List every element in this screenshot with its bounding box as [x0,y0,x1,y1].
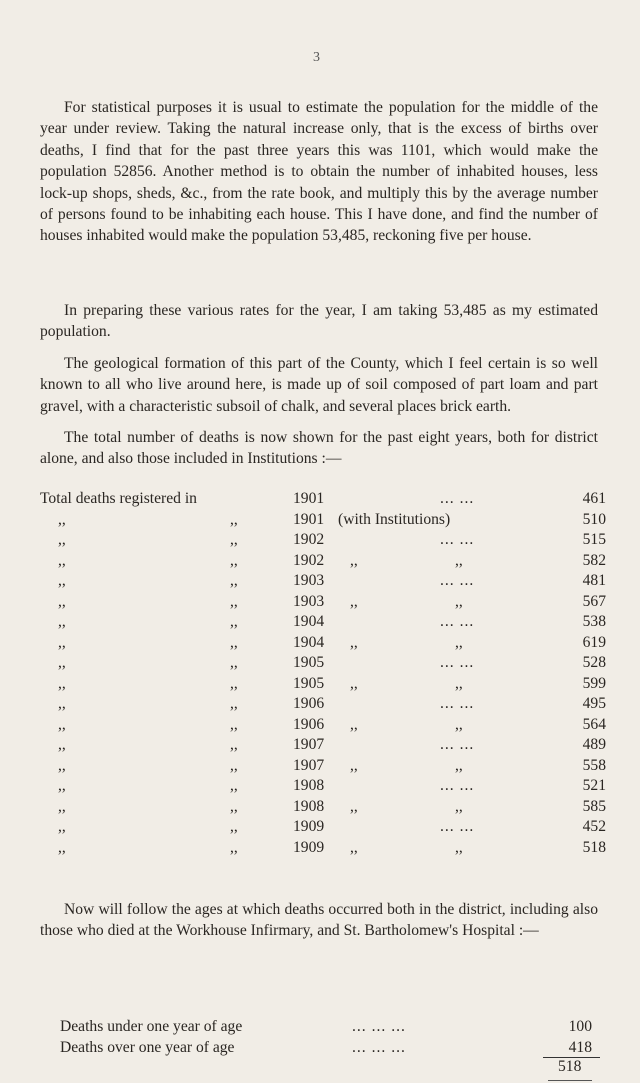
table-row-dots: ... ... [440,490,475,507]
paragraph-population-estimate: For statistical purposes it is usual to estimate the population for the middle of the year under review. Taking the natural increase only, that is the excess of births over deaths, I find that for the past three years this was 1101, which would make the population 52856. Another method is to obtain the number of inhabited houses, less lock-up shops, sheds, &c., from the rate book, and multiply this by the average number of persons found to be inhabiting each house. This I have done, and find the number of houses inhabited would make the population 53,485, reckoning five per house. [40,99,598,245]
ditto-mark: ,, [455,592,463,610]
table-row-year: 1902 [293,531,325,548]
ditto-mark: ,, [350,551,358,569]
table-row [40,571,606,592]
ditto-mark: ,, [58,613,66,630]
paragraph-ages-intro: Now will follow the ages at which deaths occurred both in the district, including also those who died at the Workhouse Infirmary, and St. Bartholomew's Hospital :— [40,901,598,940]
ages-row-value: 100 [568,1018,592,1035]
ditto-mark: ,, [230,572,238,589]
deaths-table [40,489,606,858]
table-row [40,510,606,531]
table-row-dots: ... ... [440,736,475,753]
table-row [40,592,606,613]
table-row [40,489,606,510]
table-row-dots: ... ... [440,695,475,712]
table-row [40,633,606,654]
total-underline [548,1080,592,1081]
ditto-mark: ,, [58,736,66,753]
ditto-mark: ,, [455,633,463,651]
table-row-value: 521 [582,777,606,794]
ages-row-dots: ... ... ... [352,1039,406,1056]
ages-row-label: Deaths under one year of age [60,1018,243,1035]
table-row-dots: ... ... [440,531,475,548]
ditto-mark: ,, [455,797,463,815]
ditto-mark: ,, [58,777,66,794]
ditto-mark: ,, [58,674,66,692]
ditto-mark: ,, [230,551,238,569]
ages-row [40,1016,598,1037]
table-row-value: 518 [582,838,606,856]
table-row-dots: ... ... [440,613,475,630]
table-row-year: 1905 [293,654,325,671]
table-row [40,530,606,551]
table-row-value: 515 [582,531,606,548]
table-row-dots: ... ... [440,572,475,589]
ditto-mark: ,, [230,592,238,610]
ages-row-dots: ... ... ... [352,1018,406,1035]
ditto-mark: ,, [230,777,238,794]
table-row [40,715,606,736]
table-row-note: (with Institutions) [338,510,451,528]
ditto-mark: ,, [230,695,238,712]
table-row-value: 452 [582,818,606,835]
ditto-mark: ,, [58,551,66,569]
ditto-mark: ,, [350,838,358,856]
ditto-mark: ,, [58,633,66,651]
table-row-value: 528 [582,654,606,671]
ditto-mark: ,, [350,715,358,733]
table-row [40,551,606,572]
ditto-mark: ,, [230,510,238,528]
ditto-mark: ,, [230,838,238,856]
table-row-dots: ... ... [440,654,475,671]
ditto-mark: ,, [230,531,238,548]
table-row-year: 1904 [293,633,325,651]
table-row-value: 495 [582,695,606,712]
table-row-value: 489 [582,736,606,753]
paragraph-estimated-population: In preparing these various rates for the year, I am taking 53,485 as my estimated population. [40,302,598,341]
ditto-mark: ,, [350,674,358,692]
table-row-dots: ... ... [440,818,475,835]
table-row [40,776,606,797]
ditto-mark: ,, [350,592,358,610]
ditto-mark: ,, [58,695,66,712]
ditto-mark: ,, [230,674,238,692]
ditto-mark: ,, [230,715,238,733]
ditto-mark: ,, [58,715,66,733]
ages-row-value: 418 [568,1039,592,1056]
ditto-mark: ,, [350,633,358,651]
ages-table [40,1016,598,1058]
paragraph-geology: The geological formation of this part of the County, which I feel certain is so well known to all who live around here, is made up of soil composed of part loam and part gravel, with a characteristic subsoil of chalk, and several places brick earth. [40,355,598,415]
table-row [40,653,606,674]
table-row [40,694,606,715]
table-row-value: 538 [582,613,606,630]
ditto-mark: ,, [58,838,66,856]
ditto-mark: ,, [455,674,463,692]
table-row [40,797,606,818]
ages-row-label: Deaths over one year of age [60,1039,235,1056]
ditto-mark: ,, [230,797,238,815]
ditto-mark: ,, [350,756,358,774]
ditto-mark: ,, [230,756,238,774]
ditto-mark: ,, [58,756,66,774]
table-row-value: 599 [582,674,606,692]
table-row-year: 1904 [293,613,325,630]
ditto-mark: ,, [58,797,66,815]
table-row-year: 1907 [293,736,325,753]
ditto-mark: ,, [230,613,238,630]
ditto-mark: ,, [455,838,463,856]
table-row-year: 1907 [293,756,325,774]
table-row-value: 558 [582,756,606,774]
table-row [40,838,606,859]
table-row-year: 1901 [293,510,325,528]
ages-row [40,1037,598,1058]
table-row-value: 567 [582,592,606,610]
table-row-label: Total deaths registered in [40,490,197,507]
table-row-value: 585 [582,797,606,815]
page-mark: 3 [313,50,320,65]
table-row-value: 510 [582,510,606,528]
ditto-mark: ,, [230,654,238,671]
table-row-year: 1902 [293,551,325,569]
ditto-mark: ,, [58,510,66,528]
ditto-mark: ,, [230,633,238,651]
table-row [40,735,606,756]
ditto-mark: ,, [58,654,66,671]
paragraph-deaths-intro: The total number of deaths is now shown for the past eight years, both for district alone, and also those included in Institutions :— [40,429,598,468]
table-row [40,612,606,633]
table-row [40,817,606,838]
table-row-year: 1901 [293,490,325,507]
ditto-mark: ,, [58,818,66,835]
ditto-mark: ,, [230,736,238,753]
table-row-value: 582 [582,551,606,569]
ditto-mark: ,, [58,592,66,610]
table-row-year: 1909 [293,838,325,856]
ditto-mark: ,, [455,551,463,569]
table-row-year: 1906 [293,695,325,712]
table-row-year: 1906 [293,715,325,733]
table-row-year: 1903 [293,592,325,610]
table-row-value: 564 [582,715,606,733]
table-row [40,756,606,777]
ditto-mark: ,, [58,531,66,548]
table-row-year: 1908 [293,797,325,815]
table-row-year: 1909 [293,818,325,835]
table-row-dots: ... ... [440,777,475,794]
table-row-year: 1905 [293,674,325,692]
table-row-value: 481 [582,572,606,589]
table-row [40,674,606,695]
ages-total: 518 [558,1058,582,1075]
table-row-value: 461 [582,490,606,507]
table-row-year: 1908 [293,777,325,794]
table-row-year: 1903 [293,572,325,589]
ditto-mark: ,, [58,572,66,589]
ditto-mark: ,, [350,797,358,815]
ditto-mark: ,, [455,715,463,733]
ditto-mark: ,, [455,756,463,774]
table-row-value: 619 [582,633,606,651]
ditto-mark: ,, [230,818,238,835]
